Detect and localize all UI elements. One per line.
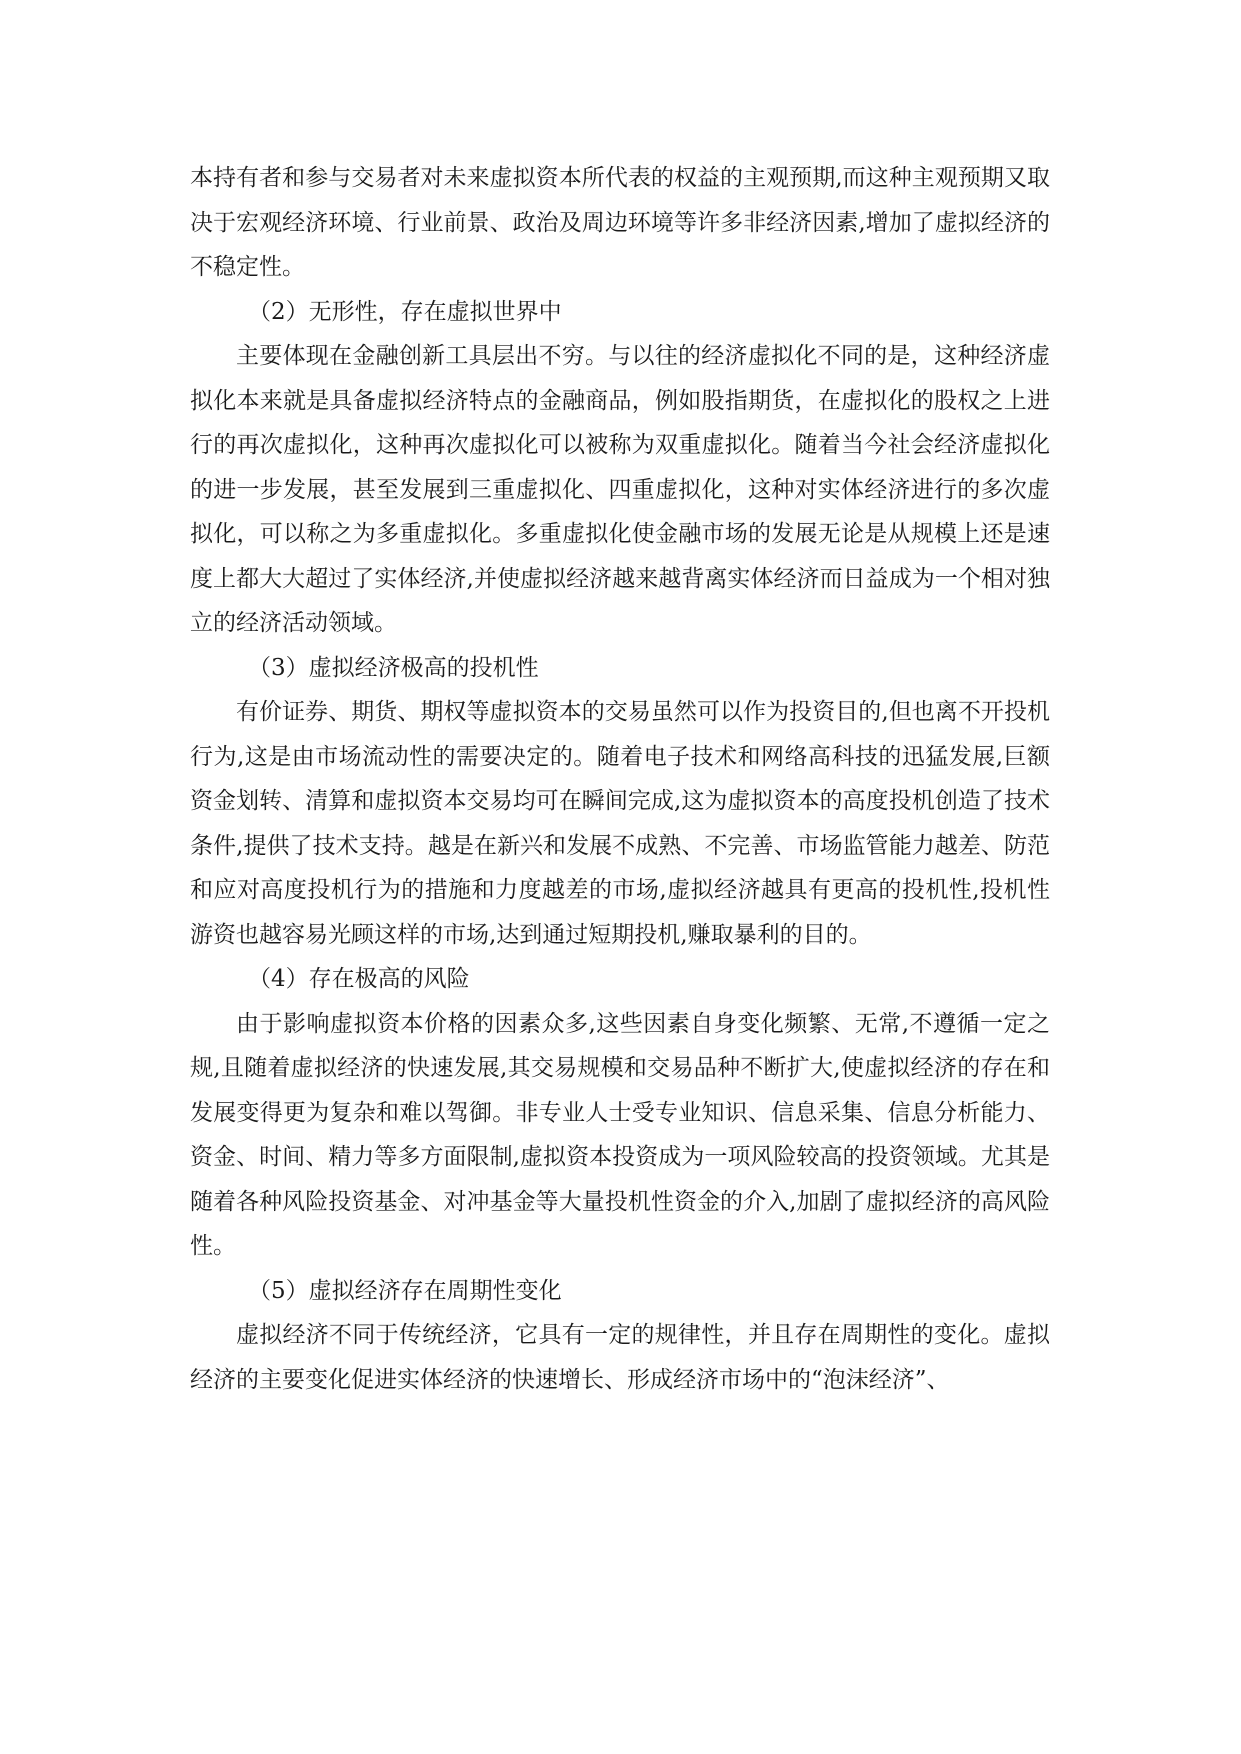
paragraph-cyclicality: 虚拟经济不同于传统经济，它具有一定的规律性，并且存在周期性的变化。虚拟经济的主要变化促进实体经济的快速增长、形成经济市场中的“泡沫经济”、 xyxy=(190,1322,1050,1393)
section-heading-5: （5）虚拟经济存在周期性变化 xyxy=(248,1277,562,1304)
section-heading-3: （3）虚拟经济极高的投机性 xyxy=(248,654,539,681)
paragraph-speculation: 有价证券、期货、期权等虚拟资本的交易虽然可以作为投资目的,但也离不开投机行为,这是由市场流动性的需要决定的。随着电子技术和网络高科技的迅猛发展,巨额资金划转、清算和虚拟资本交易均可在瞬间完成,这为虚拟资本的高度投机创造了技术条件,提供了技术支持。越是在新兴和发展不成熟、不完善、市场监管能力越差、防范和应对高度投机行为的措施和力度越差的市场,虚拟经济越具有更高的投机性,投机性游资也越容易光顾这样的市场,达到通过短期投机,赚取暴利的目的。 xyxy=(190,699,1050,948)
document-body xyxy=(190,156,1050,1402)
section-heading-4: （4）存在极高的风险 xyxy=(248,966,470,992)
section-heading-2: （2）无形性，存在虚拟世界中 xyxy=(248,298,562,325)
paragraph-risk: 由于影响虚拟资本价格的因素众多,这些因素自身变化频繁、无常,不遵循一定之规,且随着虚拟经济的快速发展,其交易规模和交易品种不断扩大,使虚拟经济的存在和发展变得更为复杂和难以驾御。非专业人士受专业知识、信息采集、信息分析能力、资金、时间、精力等多方面限制,虚拟资本投资成为一项风险较高的投资领域。尤其是随着各种风险投资基金、对冲基金等大量投机性资金的介入,加剧了虚拟经济的高风险性。 xyxy=(190,1010,1050,1259)
paragraph-continuation: 本持有者和参与交易者对未来虚拟资本所代表的权益的主观预期,而这种主观预期又取决于宏观经济环境、行业前景、政治及周边环境等许多非经济因素,增加了虚拟经济的不稳定性。 xyxy=(190,165,1050,280)
paragraph-intangibility: 主要体现在金融创新工具层出不穷。与以往的经济虚拟化不同的是，这种经济虚拟化本来就是具备虚拟经济特点的金融商品，例如股指期货，在虚拟化的股权之上进行的再次虚拟化，这种再次虚拟化可以被称为双重虚拟化。随着当今社会经济虚拟化的进一步发展，甚至发展到三重虚拟化、四重虚拟化，这种对实体经济进行的多次虚拟化，可以称之为多重虚拟化。多重虚拟化使金融市场的发展无论是从规模上还是速度上都大大超过了实体经济,并使虚拟经济越来越背离实体经济而日益成为一个相对独立的经济活动领域。 xyxy=(190,343,1050,636)
